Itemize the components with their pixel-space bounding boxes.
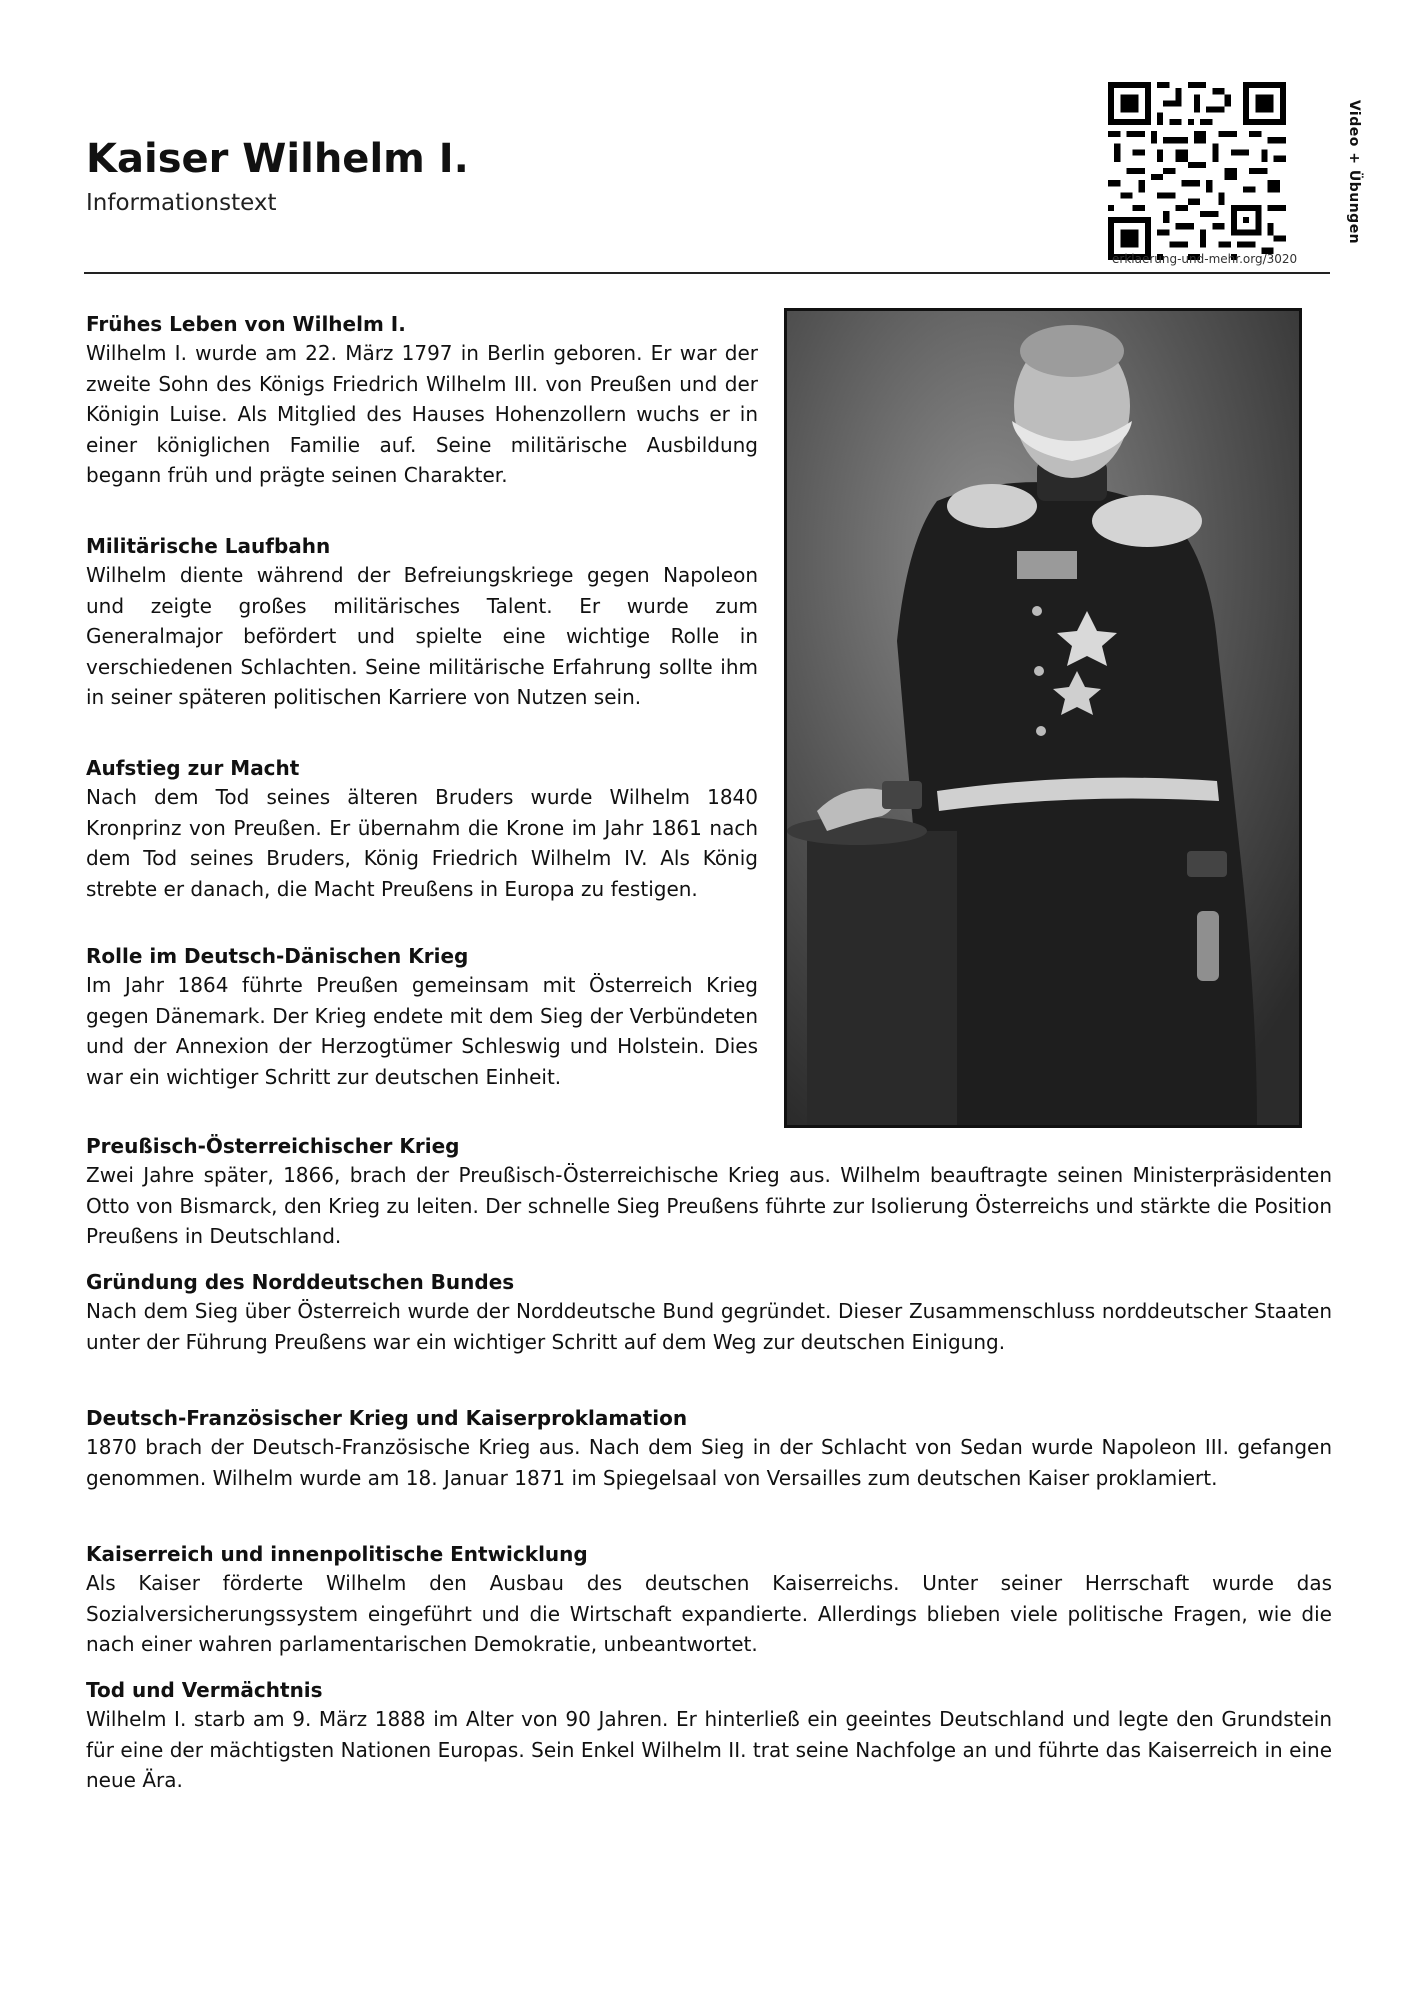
- section-heading: Rolle im Deutsch-Dänischen Krieg: [86, 944, 469, 968]
- section-fruehes-leben: [86, 310, 758, 491]
- section-heading: Aufstieg zur Macht: [86, 756, 300, 780]
- section-heading: Tod und Vermächtnis: [86, 1678, 323, 1702]
- qr-code-icon[interactable]: [1108, 82, 1286, 260]
- section-text: 1870 brach der Deutsch-Französische Krieg aus. Nach dem Sieg in der Schlacht von Sedan wurde Napoleon III. gefangen genommen. Wilhelm wurde am 18. Januar 1871 im Spiegelsaal von Versailles zum deutschen Kaiser proklamiert.: [86, 1435, 1332, 1490]
- section-text: Wilhelm I. wurde am 22. März 1797 in Berlin geboren. Er war der zweite Sohn des Königs Friedrich Wilhelm III. von Preußen und der Königin Luise. Als Mitglied des Hauses Hohenzollern wuchs er in einer königlichen Familie auf. Seine militärische Ausbildung begann früh und prägte seinen Charakter.: [86, 341, 758, 487]
- section-deutsch-franzoesischer-krieg: [86, 1404, 1332, 1493]
- section-heading: Militärische Laufbahn: [86, 534, 331, 558]
- section-text: Wilhelm diente während der Befreiungskriege gegen Napoleon und zeigte großes militärisches Talent. Er wurde zum Generalmajor befördert und spielte eine wichtige Rolle in verschiedenen Schlachten. Seine militärische Erfahrung sollte ihm in seiner späteren politischen Karriere von Nutzen sein.: [86, 563, 758, 709]
- section-text: Wilhelm I. starb am 9. März 1888 im Alter von 90 Jahren. Er hinterließ ein geeintes Deutschland und legte den Grundstein für eine der mächtigsten Nationen Europas. Sein Enkel Wilhelm II. trat seine Nachfolge an und führte das Kaiserreich in eine neue Ära.: [86, 1707, 1332, 1792]
- section-text: Als Kaiser förderte Wilhelm den Ausbau des deutschen Kaiserreichs. Unter seiner Herrschaft wurde das Sozialversicherungssystem eingeführt und die Wirtschaft expandierte. Allerdings blieben viele politische Fragen, wie die nach einer wahren parlamentarischen Demokratie, unbeantwortet.: [86, 1571, 1332, 1656]
- header-divider: [84, 272, 1330, 274]
- section-militaerische-laufbahn: [86, 532, 758, 713]
- section-heading: Preußisch-Österreichischer Krieg: [86, 1134, 460, 1158]
- portrait-photo: [784, 308, 1302, 1128]
- section-tod-und-vermaechtnis: [86, 1676, 1332, 1796]
- section-heading: Kaiserreich und innenpolitische Entwicklung: [86, 1542, 588, 1566]
- portrait-photo-icon: [787, 311, 1299, 1125]
- section-heading: Deutsch-Französischer Krieg und Kaiserproklamation: [86, 1406, 688, 1430]
- qr-url[interactable]: erklaerung-und-mehr.org/3020: [1112, 252, 1298, 266]
- section-preussisch-oesterreichischer-krieg: [86, 1132, 1332, 1252]
- section-deutsch-daenischer-krieg: [86, 942, 758, 1092]
- section-heading: Frühes Leben von Wilhelm I.: [86, 312, 406, 336]
- page-subtitle: Informationstext: [86, 190, 277, 216]
- section-text: Im Jahr 1864 führte Preußen gemeinsam mit Österreich Krieg gegen Dänemark. Der Krieg endete mit dem Sieg der Verbündeten und der Annexion der Herzogtümer Schleswig und Holstein. Dies war ein wichtiger Schritt zur deutschen Einheit.: [86, 973, 758, 1089]
- section-text: Zwei Jahre später, 1866, brach der Preußisch-Österreichische Krieg aus. Wilhelm beauftragte seinen Ministerpräsidenten Otto von Bismarck, den Krieg zu leiten. Der schnelle Sieg Preußens führte zur Isolierung Österreichs und stärkte die Position Preußens in Deutschland.: [86, 1163, 1332, 1248]
- section-norddeutscher-bund: [86, 1268, 1332, 1357]
- section-kaiserreich: [86, 1540, 1332, 1660]
- section-text: Nach dem Tod seines älteren Bruders wurde Wilhelm 1840 Kronprinz von Preußen. Er übernahm die Krone im Jahr 1861 nach dem Tod seines Bruders, König Friedrich Wilhelm IV. Als König strebte er danach, die Macht Preußens in Europa zu festigen.: [86, 785, 758, 901]
- page-title: Kaiser Wilhelm I.: [86, 136, 469, 182]
- section-aufstieg-zur-macht: [86, 754, 758, 904]
- section-text: Nach dem Sieg über Österreich wurde der Norddeutsche Bund gegründet. Dieser Zusammenschluss norddeutscher Staaten unter der Führung Preußens war ein wichtiger Schritt auf dem Weg zur deutschen Einigung.: [86, 1299, 1332, 1354]
- qr-side-label: Video + Übungen: [1346, 99, 1362, 245]
- section-heading: Gründung des Norddeutschen Bundes: [86, 1270, 515, 1294]
